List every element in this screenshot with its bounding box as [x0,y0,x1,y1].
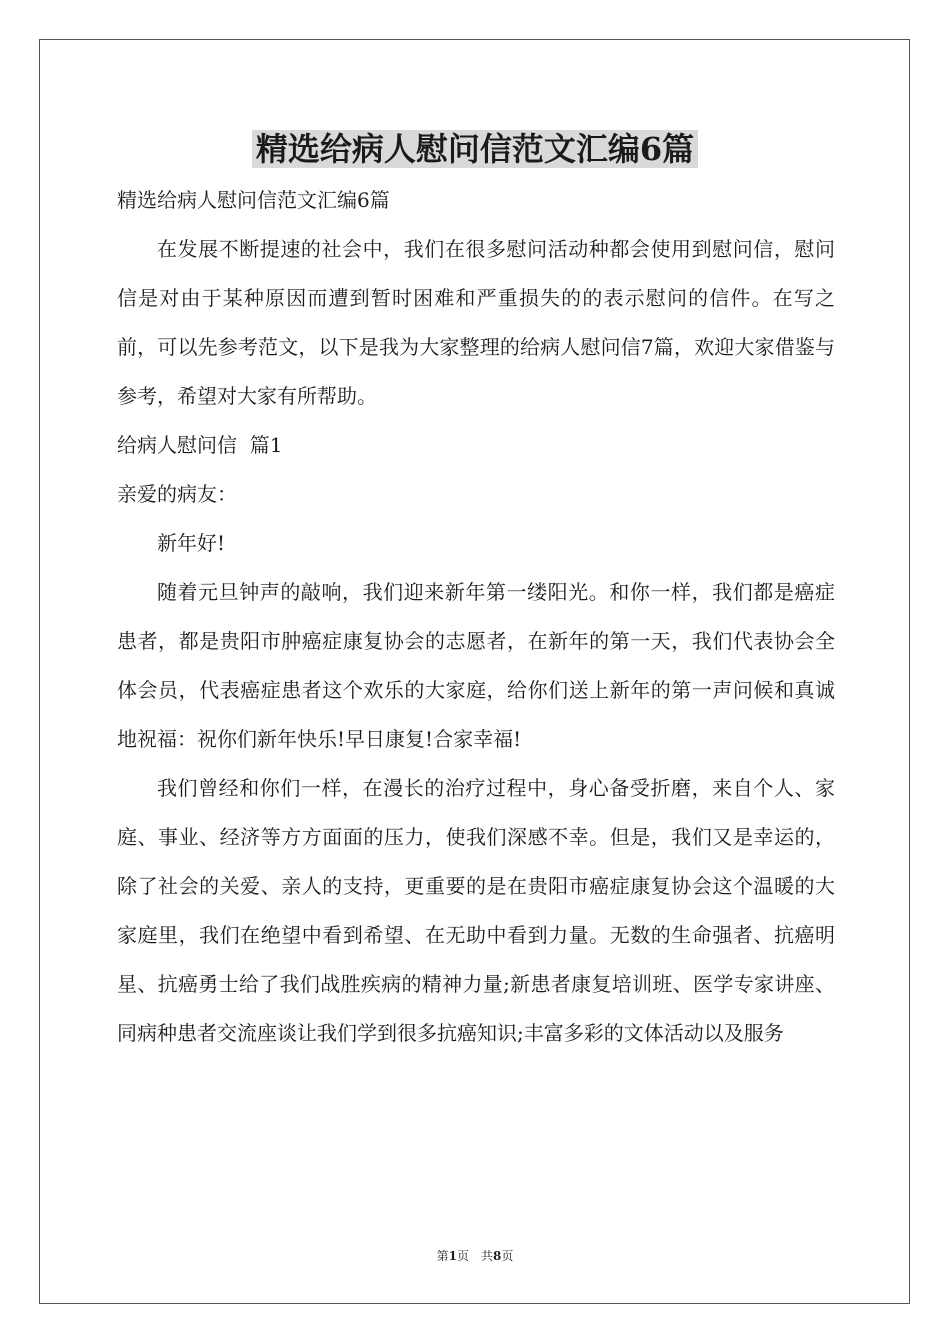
salutation: 亲爱的病友： [117,482,237,506]
intro-paragraph: 在发展不断提速的社会中，我们在很多慰问活动种都会使用到慰问信，慰问信是对由于某种原因而遭到暂时困难和严重损失的的表示慰问的信件。在写之前，可以先参考范文，以下是我为大家整理的给病人慰问信7篇，欢迎大家借鉴与参考，希望对大家有所帮助。 [117,237,835,408]
greeting: 新年好! [157,531,226,555]
total-suffix: 页 [501,1249,514,1263]
document-body [117,176,835,1058]
document-subtitle: 精选给病人慰问信范文汇编6篇 [117,188,390,212]
page-total: 8 [493,1249,502,1263]
page-suffix: 页 [456,1249,469,1263]
section-heading: 给病人慰问信 篇1 [117,433,283,457]
document-title-text: 精选给病人慰问信范文汇编6篇 [252,130,698,168]
page-current: 1 [448,1249,457,1263]
page-prefix: 第 [436,1249,449,1263]
body-paragraph: 我们曾经和你们一样，在漫长的治疗过程中，身心备受折磨，来自个人、家庭、事业、经济等方方面面的压力，使我们深感不幸。但是，我们又是幸运的，除了社会的关爱、亲人的支持，更重要的是在贵阳市癌症康复协会这个温暖的大家庭里，我们在绝望中看到希望、在无助中看到力量。无数的生命强者、抗癌明星、抗癌勇士给了我们战胜疾病的精神力量;新患者康复培训班、医学专家讲座、同病种患者交流座谈让我们学到很多抗癌知识;丰富多彩的文体活动以及服务 [117,776,835,1045]
document-title [0,124,950,174]
page-footer [0,1247,950,1264]
body-paragraph: 随着元旦钟声的敲响，我们迎来新年第一缕阳光。和你一样，我们都是癌症患者，都是贵阳市肿癌症康复协会的志愿者，在新年的第一天，我们代表协会全体会员，代表癌症患者这个欢乐的大家庭，给你们送上新年的第一声问候和真诚地祝福：祝你们新年快乐!早日康复!合家幸福! [117,580,835,751]
total-prefix: 共 [481,1249,494,1263]
